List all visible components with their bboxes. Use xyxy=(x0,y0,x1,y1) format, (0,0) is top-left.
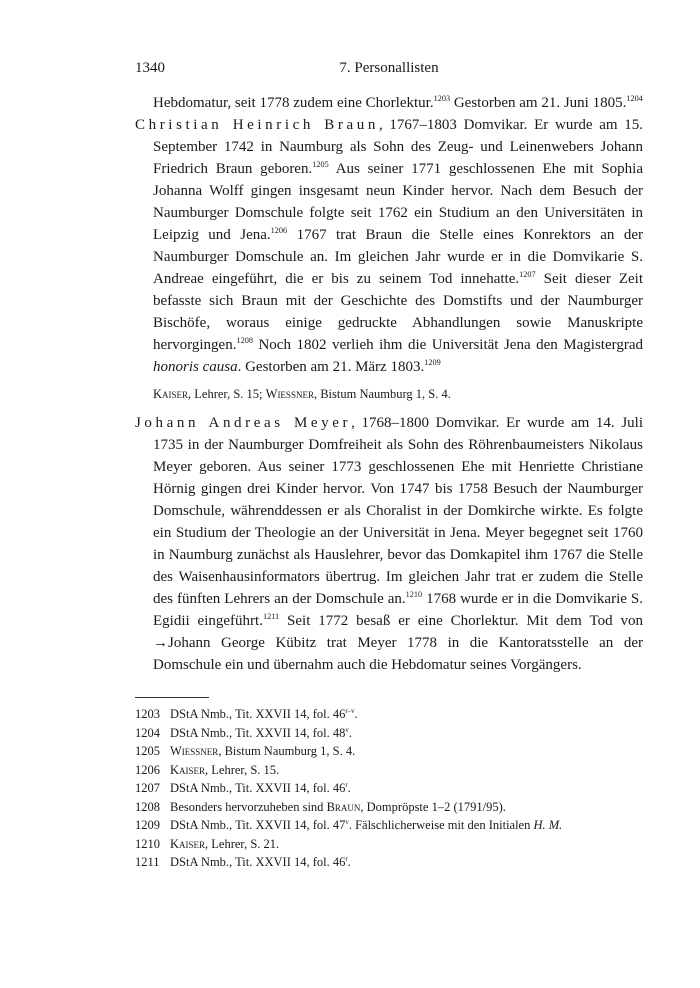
footnote-number: 1210 xyxy=(135,836,160,851)
text-run: . Gestorben am 21. März 1803. xyxy=(237,359,425,375)
footnote-ref[interactable]: 1208 xyxy=(236,336,253,346)
footnote-post: . xyxy=(354,707,358,721)
footnote-text xyxy=(170,835,279,854)
footnote-sup: r xyxy=(345,782,348,790)
footnotes xyxy=(135,705,643,872)
footnote-1209 xyxy=(135,816,643,835)
footnote-sup: r xyxy=(345,856,348,864)
text-run: Hebdomatur, seit 1778 zudem eine Chorlektur. xyxy=(153,95,434,111)
footnote-ref[interactable]: 1211 xyxy=(262,612,280,622)
footnote-italic: H. M. xyxy=(533,818,563,832)
footnote-post: . Fälschlicherweise mit den Initialen xyxy=(348,818,534,832)
footnote-post: . xyxy=(347,781,351,795)
footnote-pre: DStA Nmb., Tit. XXVII 14, fol. 46 xyxy=(170,781,346,795)
footnote-text xyxy=(170,742,355,761)
text-run: , Bistum Naumburg 1, S. 4. xyxy=(313,387,451,401)
footnote-ref[interactable]: 1204 xyxy=(626,94,643,104)
footnote-post: , Dompröpste 1–2 (1791/95). xyxy=(360,799,506,814)
footnote-number: 1208 xyxy=(135,799,160,814)
continuation-paragraph xyxy=(153,92,643,114)
footnote-pre: DStA Nmb., Tit. XXVII 14, fol. 48 xyxy=(170,725,346,740)
footnote-text xyxy=(170,779,351,798)
footnote-number: 1206 xyxy=(135,762,160,777)
footnote-ref[interactable]: 1209 xyxy=(424,358,441,368)
footnote-sup: v xyxy=(345,819,349,827)
text-run: , 1768–1800 Domvikar. Er wurde am 14. Juli 1735 in der Naumburger Domfreiheit als Sohn des Röhrenbaumeisters Nikolaus Meyer geboren. Aus seiner 1773 geschlossenen Ehe mit Henriette Christiane Hörnig gingen drei Kinder hervor. Von 1747 bis 1758 Besuch der Naumburger Domschule, währenddessen er als Choralist in der Domkirche wirkte. Es folgte ein Studium der Theologie an der Universität in Jena. Meyer begegnet seit 1760 in Naumburg zunächst als Hauslehrer, bevor das Domkapitel ihm 1767 die Stelle des Waisenhausinformators übertrug. Im gleichen Jahr trat er zudem die Stelle des fünften Lehrers an der Domschule an. xyxy=(153,415,643,607)
footnote-1205 xyxy=(135,742,643,761)
footnote-text xyxy=(170,761,279,780)
footnote-1211 xyxy=(135,853,643,872)
footnote-sc: Kaiser xyxy=(170,836,206,851)
text-run: 1767 trat Braun die Stelle eines Konrektors an der Naumburger Domschule an. Im gleichen Jahr wurde er in die Domvikarie S. Andreae eingeführt, die er bis zu seinem Tod innehatte. xyxy=(153,227,644,287)
footnote-sc: Braun xyxy=(326,799,361,814)
entry-meyer xyxy=(135,412,643,676)
footnote-sc: Kaiser xyxy=(170,762,206,777)
footnote-text xyxy=(170,853,351,872)
running-title: 7. Personallisten xyxy=(339,60,439,76)
footnote-number: 1203 xyxy=(135,707,160,721)
footnote-text xyxy=(170,798,506,817)
footnote-1207 xyxy=(135,779,643,798)
page-number: 1340 xyxy=(135,60,165,76)
footnote-text xyxy=(170,705,358,724)
footnote-number: 1211 xyxy=(135,855,160,869)
footnote-text xyxy=(170,816,562,835)
text-run: Seit dieser Zeit befasste sich Braun mit der Geschichte des Domstifts und der Naumburger Bischöfe, woraus einige gedruckte Abhandlungen sowie Manuskripte hervorgingen. xyxy=(153,271,643,353)
footnote-1204 xyxy=(135,724,643,743)
footnote-post: . xyxy=(348,725,352,740)
footnote-text xyxy=(170,724,352,743)
footnote-number: 1209 xyxy=(135,818,160,832)
cross-ref-text: Johann George Kübitz trat Meyer 1778 in die Kantoratsstelle an der Domschule ein und übernahm auch die Hebdomatur seines Vorgängers. xyxy=(153,635,643,673)
italic-phrase: honoris causa xyxy=(153,359,238,375)
footnote-post: , Bistum Naumburg 1, S. 4. xyxy=(218,744,356,758)
literature-line xyxy=(153,385,643,403)
author-name: Wiessner xyxy=(265,387,314,401)
footnote-sup: r–v xyxy=(345,708,355,716)
entry-braun xyxy=(135,114,643,378)
footnote-number: 1204 xyxy=(135,725,160,740)
main-text xyxy=(135,92,643,676)
footnote-ref[interactable]: 1206 xyxy=(270,226,288,236)
footnote-post: . xyxy=(347,855,351,869)
text-run: Gestorben am 21. Juni 1805. xyxy=(450,95,627,111)
footnote-pre: DStA Nmb., Tit. XXVII 14, fol. 46 xyxy=(170,855,346,869)
footnote-1208 xyxy=(135,798,643,817)
footnote-number: 1207 xyxy=(135,781,160,795)
footnote-number: 1205 xyxy=(135,744,160,758)
footnote-sc: Wiessner xyxy=(170,744,219,758)
text-run: Aus seiner 1771 geschlossenen Ehe mit Sophia Johanna Wolff gingen insgesamt neun Kinder hervor. Nach dem Besuch der Naumburger Domschule folgte seit 1762 ein Studium an den Universitäten in Leipzig und Jena. xyxy=(153,161,643,243)
running-header xyxy=(135,60,643,82)
author-name: Kaiser xyxy=(153,387,189,401)
footnote-1206 xyxy=(135,761,643,780)
footnote-1203 xyxy=(135,705,643,724)
footnote-ref[interactable]: 1207 xyxy=(519,270,536,280)
text-run: Seit 1772 besaß er eine Chorlektur. Mit dem Tod von xyxy=(279,613,643,629)
footnote-ref[interactable]: 1210 xyxy=(405,590,423,600)
text-run: Noch 1802 verlieh ihm die Universität Jena den Magistergrad xyxy=(252,337,643,353)
footnote-post: , Lehrer, S. 21. xyxy=(205,836,280,851)
footnote-ref[interactable]: 1203 xyxy=(433,94,451,104)
footnote-sup: v xyxy=(345,726,349,734)
text-run: , 1767–1803 Domvikar. Er wurde am 15. September 1742 in Naumburg als Sohn des Zeug- und Leinenwebers Johann Friedrich Braun geboren. xyxy=(153,117,643,177)
footnote-1210 xyxy=(135,835,643,854)
footnote-separator xyxy=(135,697,209,698)
cross-ref-arrow-icon: → xyxy=(153,635,168,651)
footnote-ref[interactable]: 1205 xyxy=(312,160,329,170)
person-name: Christian Heinrich Braun xyxy=(135,117,379,133)
footnote-pre: Besonders hervorzuheben sind xyxy=(170,799,327,814)
footnote-pre: DStA Nmb., Tit. XXVII 14, fol. 46 xyxy=(170,707,346,721)
footnote-post: , Lehrer, S. 15. xyxy=(205,762,280,777)
person-name: Johann Andreas Meyer xyxy=(135,415,352,431)
text-run: 1768 wurde er in die Domvikarie S. Egidii eingeführt. xyxy=(153,591,643,629)
text-run: , Lehrer, S. 15; xyxy=(188,387,266,401)
footnote-pre: DStA Nmb., Tit. XXVII 14, fol. 47 xyxy=(170,818,346,832)
